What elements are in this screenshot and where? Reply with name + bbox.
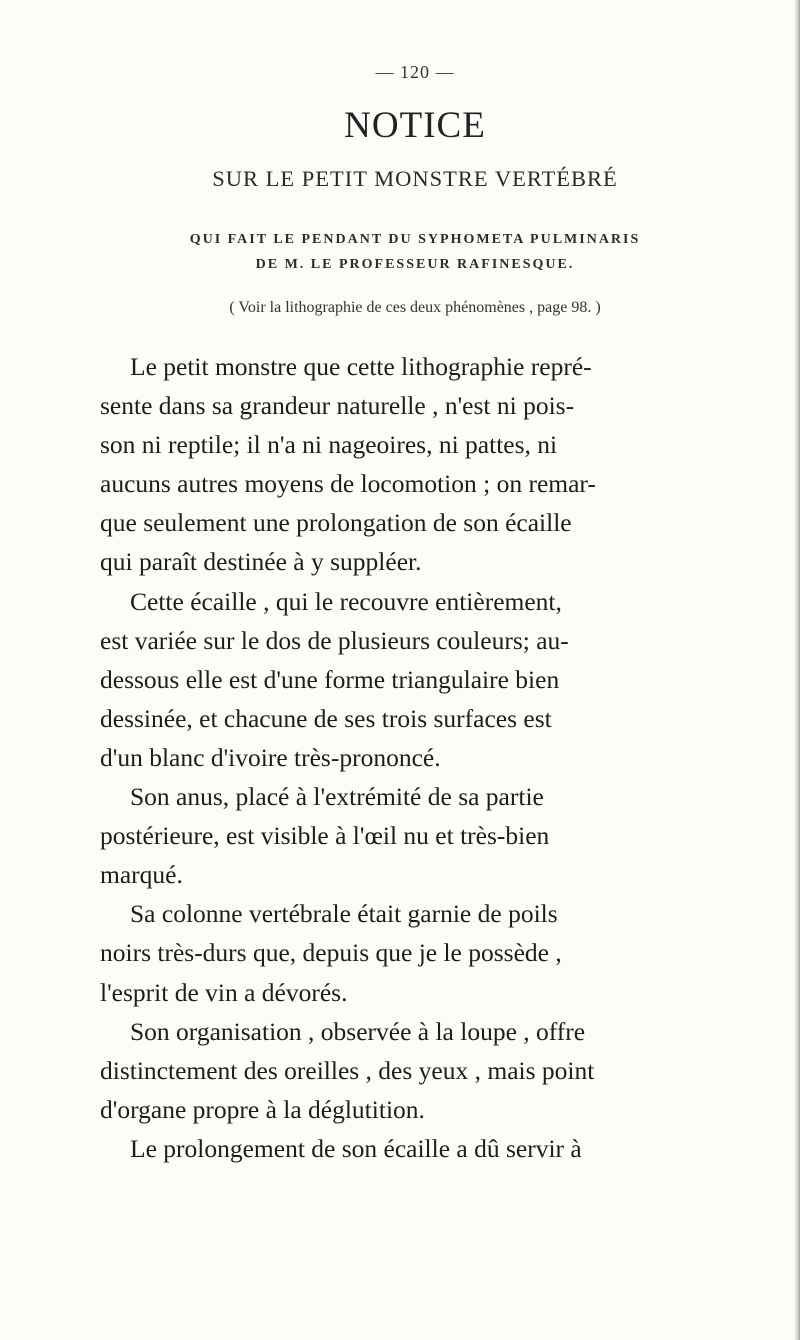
body-text [100, 347, 740, 1168]
page-title: NOTICE [344, 105, 486, 146]
text-line: Sa colonne vertébrale était garnie de poils [130, 899, 558, 929]
text-line: l'esprit de vin a dévorés. [100, 977, 348, 1007]
text-line: son ni reptile; il n'a ni nageoires, ni pattes, ni [100, 430, 558, 460]
text-line: marqué. [100, 860, 183, 890]
text-line: noirs très-durs que, depuis que je le possède , [100, 938, 562, 968]
subtitle-caps-line-2: DE M. LE PROFESSEUR RAFINESQUE. [255, 257, 575, 272]
text-line: qui paraît destinée à y suppléer. [100, 547, 422, 577]
text-line: postérieure, est visible à l'œil nu et très-bien [100, 821, 550, 851]
text-line: que seulement une prolongation de son écaille [100, 508, 572, 538]
text-line: Son anus, placé à l'extrémité de sa partie [130, 782, 544, 812]
text-line: Le petit monstre que cette lithographie repré- [130, 352, 592, 381]
text-line: d'un blanc d'ivoire très-prononcé. [100, 742, 441, 772]
text-line: sente dans sa grandeur naturelle , n'est ni pois- [100, 391, 575, 421]
lithography-note: ( Voir la lithographie de ces deux phénomènes , page 98. ) [229, 299, 601, 316]
text-line: Cette écaille , qui le recouvre entièrement, [130, 586, 562, 616]
text-line: est variée sur le dos de plusieurs couleurs; au- [100, 625, 569, 655]
subtitle: SUR LE PETIT MONSTRE VERTÉBRÉ [212, 166, 618, 191]
text-line: dessinée, et chacune de ses trois surfaces est [100, 703, 552, 733]
page-number: — 120 — [375, 62, 455, 82]
text-line: aucuns autres moyens de locomotion ; on remar- [100, 469, 596, 499]
subtitle-caps-line-1: QUI FAIT LE PENDANT DU SYPHOMETA PULMINARIS [189, 232, 641, 247]
text-line: distinctement des oreilles , des yeux , mais point [100, 1055, 595, 1085]
text-line: dessous elle est d'une forme triangulaire bien [100, 664, 560, 694]
text-line: d'organe propre à la déglutition. [100, 1094, 425, 1124]
text-line: Son organisation , observée à la loupe , offre [130, 1016, 586, 1046]
text-line: Le prolongement de son écaille a dû servir à [130, 1133, 582, 1163]
page-edge-shadow [794, 0, 800, 1340]
